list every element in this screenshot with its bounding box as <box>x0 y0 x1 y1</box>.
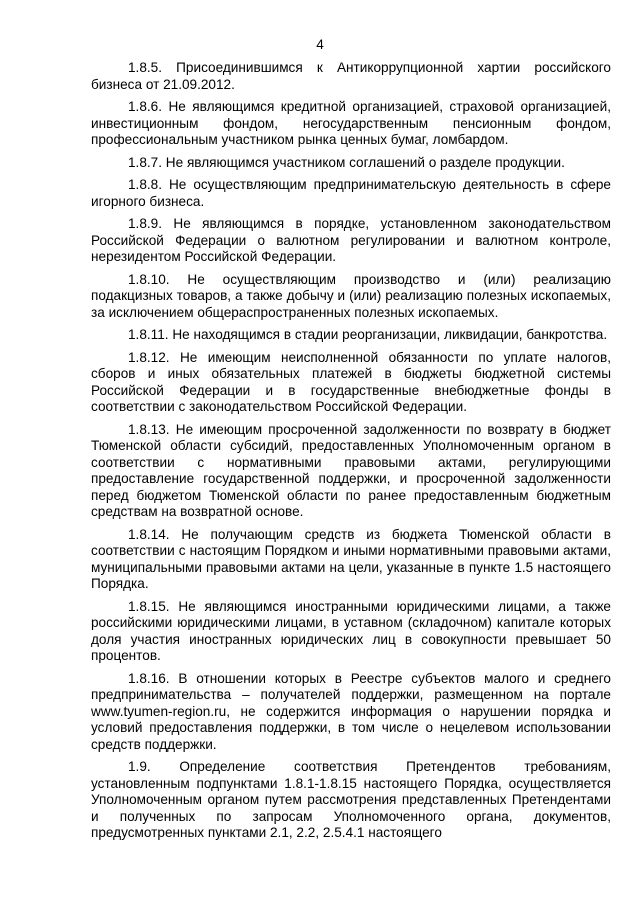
paragraph-1-8-6: 1.8.6. Не являющимся кредитной организацией, страховой организацией, инвестиционным фондом, негосударственным пенсионным фондом, профессиональным участником рынка ценных бумаг, ломбардом. <box>91 99 611 147</box>
paragraph-1-8-12: 1.8.12. Не имеющим неисполненной обязанности по уплате налогов, сборов и иных обязательных платежей в бюджеты бюджетной системы Российской Федерации и в государственные внебюджетные фонды в соответствии с законодательством Российской Федерации. <box>91 349 611 414</box>
paragraph-1-8-8: 1.8.8. Не осуществляющим предпринимательскую деятельность в сфере игорного бизнеса. <box>91 177 611 209</box>
paragraph-1-8-13: 1.8.13. Не имеющим просроченной задолженности по возврату в бюджет Тюменской области субсидий, предоставленных Уполномоченным органом в соответствии с нормативными правовыми актами, регулирующими предоставление государственной поддержки, и просроченной задолженности перед бюджетом Тюменской области по ранее предоставленным бюджетным средствам на возвратной основе. <box>91 421 611 519</box>
paragraph-1-9: 1.9. Определение соответствия Претендентов требованиям, установленным подпунктами 1.8.1-1.8.15 настоящего Порядка, осуществляется Уполномоченным органом путем рассмотрения представленных Претендентами и полученных по запросам Уполномоченного органа, документов, предусмотренных пунктами 2.1, 2.2, 2.5.4.1 настоящего <box>91 759 611 840</box>
paragraph-1-8-9: 1.8.9. Не являющимся в порядке, установленном законодательством Российской Федерации о валютном регулировании и валютном контроле, нерезидентом Российской Федерации. <box>91 216 611 264</box>
paragraph-1-8-11: 1.8.11. Не находящимся в стадии реорганизации, ликвидации, банкротства. <box>128 327 608 342</box>
paragraph-1-8-16: 1.8.16. В отношении которых в Реестре субъектов малого и среднего предпринимательства – получателей поддержки, размещенном на портале www.tyumen-region.ru, не содержится информация о нарушении порядка и условий предоставления поддержки, в том числе о нецелевом использовании средств поддержки. <box>91 670 611 752</box>
paragraph-1-8-14: 1.8.14. Не получающим средств из бюджета Тюменской области в соответствии с настоящим Порядком и иными нормативными правовыми актами, муниципальными правовыми актами на цели, указанные в пункте 1.5 настоящего Порядка. <box>91 526 611 591</box>
paragraph-1-8-5: 1.8.5. Присоединившимся к Антикоррупционной хартии российского бизнеса от 21.09.2012. <box>91 60 611 92</box>
document-body <box>91 60 611 848</box>
paragraph-1-8-15: 1.8.15. Не являющимся иностранными юридическими лицами, а также российскими юридическими лицами, в уставном (складочном) капитале которых доля участия иностранных юридических лиц в совокупности превышает 50 процентов. <box>91 598 611 663</box>
page-number: 4 <box>316 37 324 52</box>
paragraph-1-8-7: 1.8.7. Не являющимся участником соглашений о разделе продукции. <box>128 154 565 170</box>
paragraph-1-8-10: 1.8.10. Не осуществляющим производство и (или) реализацию подакцизных товаров, а также добычу и (или) реализацию полезных ископаемых, за исключением общераспространенных полезных ископаемых. <box>91 271 611 320</box>
